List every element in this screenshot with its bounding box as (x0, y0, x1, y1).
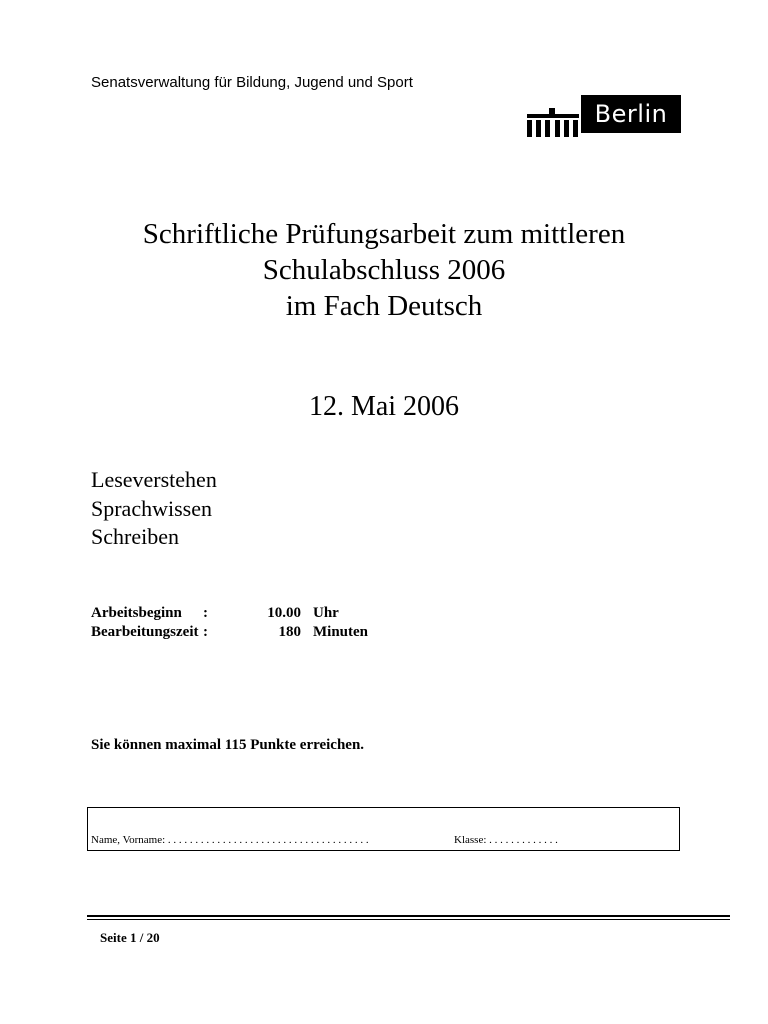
page-number: Seite 1 / 20 (100, 930, 160, 945)
schedule-label: Bearbeitungszeit (91, 624, 199, 640)
title-line-1: Schriftliche Prüfungsarbeit zum mittleren (142, 218, 626, 250)
class-field-line[interactable]: Klasse: . . . . . . . . . . . . . (454, 834, 558, 846)
subject-list (91, 466, 217, 552)
footer-rule (87, 915, 730, 917)
schedule-row (91, 604, 368, 623)
schedule-colon: : (203, 605, 208, 621)
berlin-logo (523, 93, 683, 141)
logo-text: Berlin (594, 100, 668, 128)
schedule-unit: Minuten (313, 624, 369, 640)
title-line-2: Schulabschluss 2006 (262, 254, 506, 286)
schedule-label: Arbeitsbeginn (91, 605, 182, 621)
schedule-value: 10.00 (267, 605, 301, 621)
schedule-colon: : (203, 624, 208, 640)
schedule-value: 180 (278, 624, 301, 640)
title-line-3: im Fach Deutsch (285, 290, 483, 322)
schedule-row (91, 623, 368, 642)
brandenburg-gate-icon (527, 108, 579, 137)
max-points-text: Sie können maximal 115 Punkte erreichen. (91, 737, 365, 753)
footer-rule-thin (87, 919, 730, 920)
document-title (60, 216, 708, 324)
department-name: Senatsverwaltung für Bildung, Jugend und Sport (91, 74, 413, 91)
subject-item: Sprachwissen (91, 495, 212, 521)
schedule-table (91, 604, 368, 642)
name-field-line[interactable]: Name, Vorname: . . . . . . . . . . . . . . . . . . . . . . . . . . . . . . . . . . . . . (91, 834, 369, 846)
name-class-box (87, 807, 680, 851)
exam-date: 12. Mai 2006 (308, 391, 460, 422)
subject-item: Leseverstehen (91, 467, 217, 492)
subject-item: Schreiben (91, 524, 179, 549)
schedule-unit: Uhr (313, 605, 339, 621)
